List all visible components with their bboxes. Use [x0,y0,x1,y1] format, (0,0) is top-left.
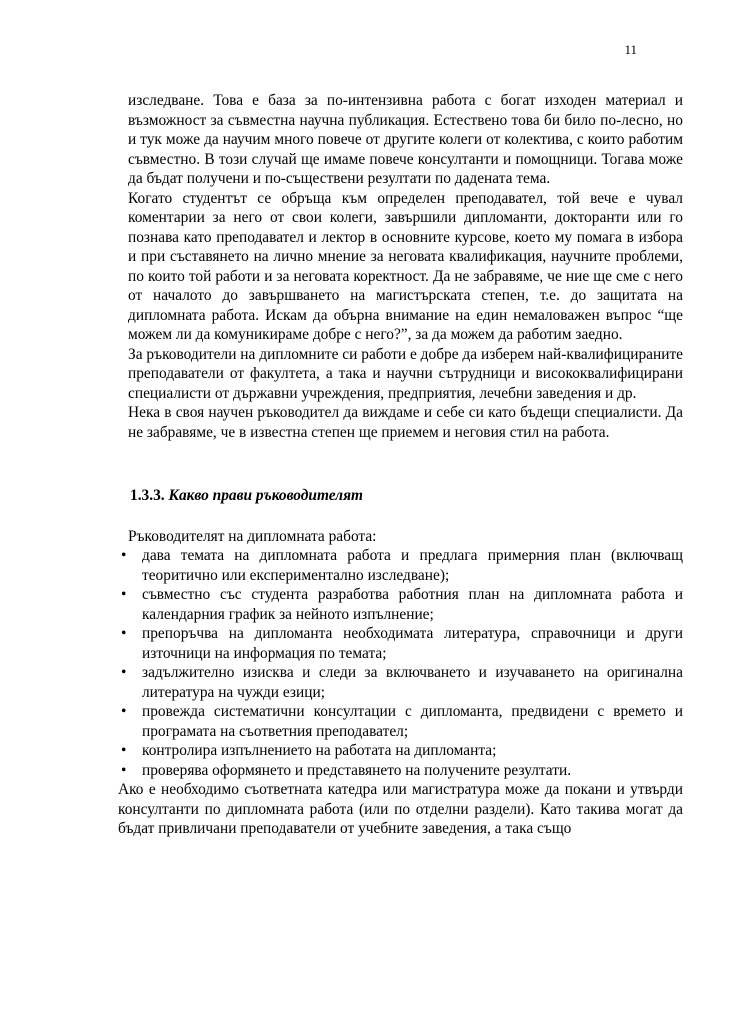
list-item-text: провежда систематични консултации с дипломанта, предвидени с времето и програмата на съответния преподавател; [142,703,683,740]
list-item [118,663,683,702]
bullet-icon: • [121,703,127,720]
page-body [118,91,683,839]
list-item [118,702,683,741]
list-item [118,585,683,624]
closing-paragraph: Ако е необходимо съответната катедра или магистратура може да покани и утвърди консултанти по дипломната работа (или по отделни раздели). Като такива могат да бъдат привличани преподаватели от учебните заведения, а така също [118,781,683,837]
list-item [118,624,683,663]
list-item-text: контролира изпълнението на работата на дипломанта; [142,742,497,759]
paragraph-1: изследване. Това е база за по-интензивна работа с богат изходен материал и възможност за съвместна научна публикация. Естествено това би било по-лесно, но и тук може да научим много повече от другите колеги от колектива, с които работим съвместно. В този случай ще имаме повече консултанти и помощници. Тогава може да бъдат получени и по-съществени резултати по дадената тема. [128,92,683,187]
list-item-text: съвместно със студента разработва работния план на дипломната работа и календарния график за нейното изпълнение; [142,586,683,623]
list-item-text: задължително изисква и следи за включването и изучаването на оригинална литература на чужди езици; [142,664,683,701]
bullet-icon: • [121,547,127,564]
paragraph-3: За ръководители на дипломните си работи е добре да изберем най-квалифицираните преподаватели от факултета, а така и научни сътрудници и висококвалифицирани специалисти от държавни учреждения, предприятия, лечебни заведения и др. [128,345,683,402]
list-item [118,741,683,761]
list-intro: Ръководителят на дипломната работа: [128,527,377,545]
section-number: 1.3.3. [130,487,165,504]
list-item [118,761,683,781]
bullet-icon: • [121,625,127,642]
paragraph-2: Когато студентът се обръща към определен преподавател, той вече е чувал коментарии за него от свои колеги, завършили дипломанти, докторанти или го познава като преподавател и лектор в основните курсове, което му помага в избора и при съставянето на лично мнение за неговата квалификация, научните проблеми, по които той работи и за неговата коректност. Да не забравяме, че ние ще сме с него от началото до завършването на магистърската степен, т.е. до защитата на дипломната работа. Искам да обърна внимание на един немаловажен въпрос “ще можем ли да комуникираме добре с него?”, за да можем да работим заедно. [128,189,683,343]
list-item-text: проверява оформянето и представянето на получените резултати. [142,761,572,779]
list-item [118,546,683,585]
section-title: Какво прави ръководителят [168,487,363,504]
paragraph-4: Нека в своя научен ръководител да виждаме и себе си като бъдещи специалисти. Да не забравяме, че в известна степен ще приемем и неговия стил на работа. [128,404,683,441]
bullet-icon: • [121,586,127,603]
duties-list [118,546,683,780]
bullet-icon: • [121,761,127,779]
list-item-text: препоръчва на дипломанта необходимата литература, справочници и други източници на информация по темата; [142,625,683,662]
bullet-icon: • [121,664,127,681]
page-number: 11 [624,42,637,57]
bullet-icon: • [121,742,127,759]
section-heading [118,486,683,506]
list-item-text: дава темата на дипломната работа и предлага примерния план (включващ теоритично или експериментално изследване); [142,547,683,584]
